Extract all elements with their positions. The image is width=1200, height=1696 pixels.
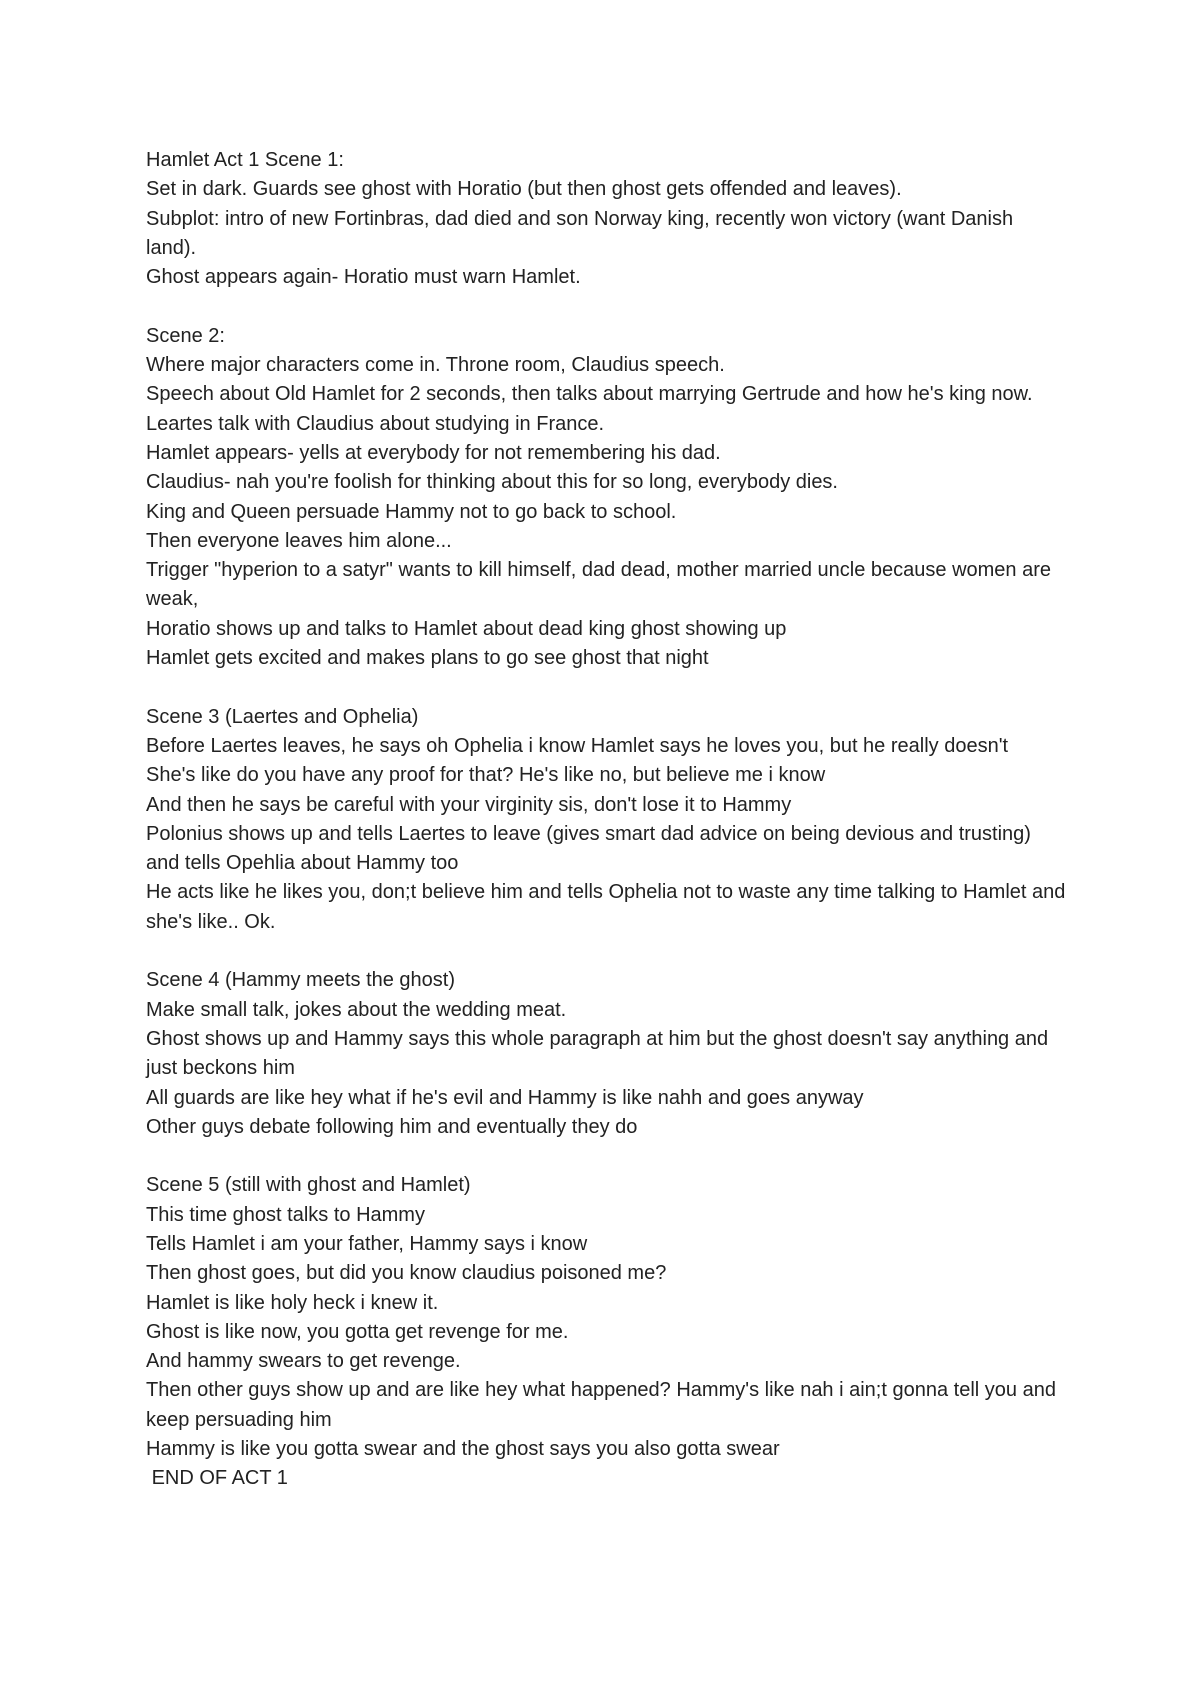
text-line: Then everyone leaves him alone...: [146, 529, 452, 552]
blank-line: [146, 673, 1066, 702]
text-line: Scene 5 (still with ghost and Hamlet): [146, 1174, 471, 1197]
text-line: Then other guys show up and are like hey what happened? Hammy's like nah i ain;t gonna tell you and keep persuading him: [146, 1379, 1062, 1431]
text-line: Scene 2:: [146, 324, 225, 347]
text-line: Scene 4 (Hammy meets the ghost): [146, 969, 456, 992]
text-line: He acts like he likes you, don;t believe him and tells Ophelia not to waste any time talking to Hamlet and she's like.. Ok.: [146, 881, 1071, 933]
text-line: And hammy swears to get revenge.: [146, 1350, 461, 1373]
text-line: Horatio shows up and talks to Hamlet about dead king ghost showing up: [146, 617, 787, 640]
text-line: All guards are like hey what if he's evil and Hammy is like nahh and goes anyway: [146, 1086, 864, 1109]
blank-line: [146, 1142, 1066, 1171]
text-line: Hamlet is like holy heck i knew it.: [146, 1291, 439, 1314]
text-line: Leartes talk with Claudius about studying in France.: [146, 412, 605, 435]
text-line: Tells Hamlet i am your father, Hammy says i know: [146, 1232, 588, 1255]
text-line: Where major characters come in. Throne room, Claudius speech.: [146, 354, 725, 377]
text-line: Make small talk, jokes about the wedding meat.: [146, 998, 567, 1021]
text-line: Other guys debate following him and eventually they do: [146, 1115, 638, 1138]
text-line: Scene 3 (Laertes and Ophelia): [146, 705, 419, 728]
text-line: Claudius- nah you're foolish for thinking about this for so long, everybody dies.: [146, 471, 838, 494]
text-line: Speech about Old Hamlet for 2 seconds, then talks about marrying Gertrude and how he's king now.: [146, 383, 1033, 406]
text-line: And then he says be careful with your virginity sis, don't lose it to Hammy: [146, 793, 792, 816]
blank-line: [146, 937, 1066, 966]
text-line: This time ghost talks to Hammy: [146, 1203, 425, 1226]
text-line: Hamlet appears- yells at everybody for not remembering his dad.: [146, 441, 721, 464]
text-line: Polonius shows up and tells Laertes to leave (gives smart dad advice on being devious and trusting) and tells Opehlia about Hammy too: [146, 822, 1037, 875]
blank-line: [146, 292, 1066, 321]
text-line: Ghost is like now, you gotta get revenge for me.: [146, 1320, 569, 1343]
text-line: END OF ACT 1: [146, 1467, 288, 1490]
document-body: [146, 146, 1071, 1494]
text-line: Hamlet Act 1 Scene 1:: [146, 149, 344, 171]
text-line: Hammy is like you gotta swear and the ghost says you also gotta swear: [146, 1438, 780, 1461]
text-line: Then ghost goes, but did you know claudius poisoned me?: [146, 1262, 667, 1285]
text-line: Subplot: intro of new Fortinbras, dad died and son Norway king, recently won victory (want Danish land).: [146, 207, 1019, 259]
text-line: She's like do you have any proof for that? He's like no, but believe me i know: [146, 764, 826, 787]
text-line: Hamlet gets excited and makes plans to go see ghost that night: [146, 647, 709, 670]
text-line: Ghost appears again- Horatio must warn Hamlet.: [146, 266, 581, 289]
text-line: Set in dark. Guards see ghost with Horatio (but then ghost gets offended and leaves).: [146, 178, 902, 201]
text-line: King and Queen persuade Hammy not to go back to school.: [146, 500, 677, 523]
text-line: Trigger "hyperion to a satyr" wants to kill himself, dad dead, mother married uncle because women are weak,: [146, 559, 1057, 611]
text-line: Before Laertes leaves, he says oh Ophelia i know Hamlet says he loves you, but he really doesn't: [146, 734, 1009, 757]
text-line: Ghost shows up and Hammy says this whole paragraph at him but the ghost doesn't say anything and just beckons him: [146, 1027, 1054, 1080]
